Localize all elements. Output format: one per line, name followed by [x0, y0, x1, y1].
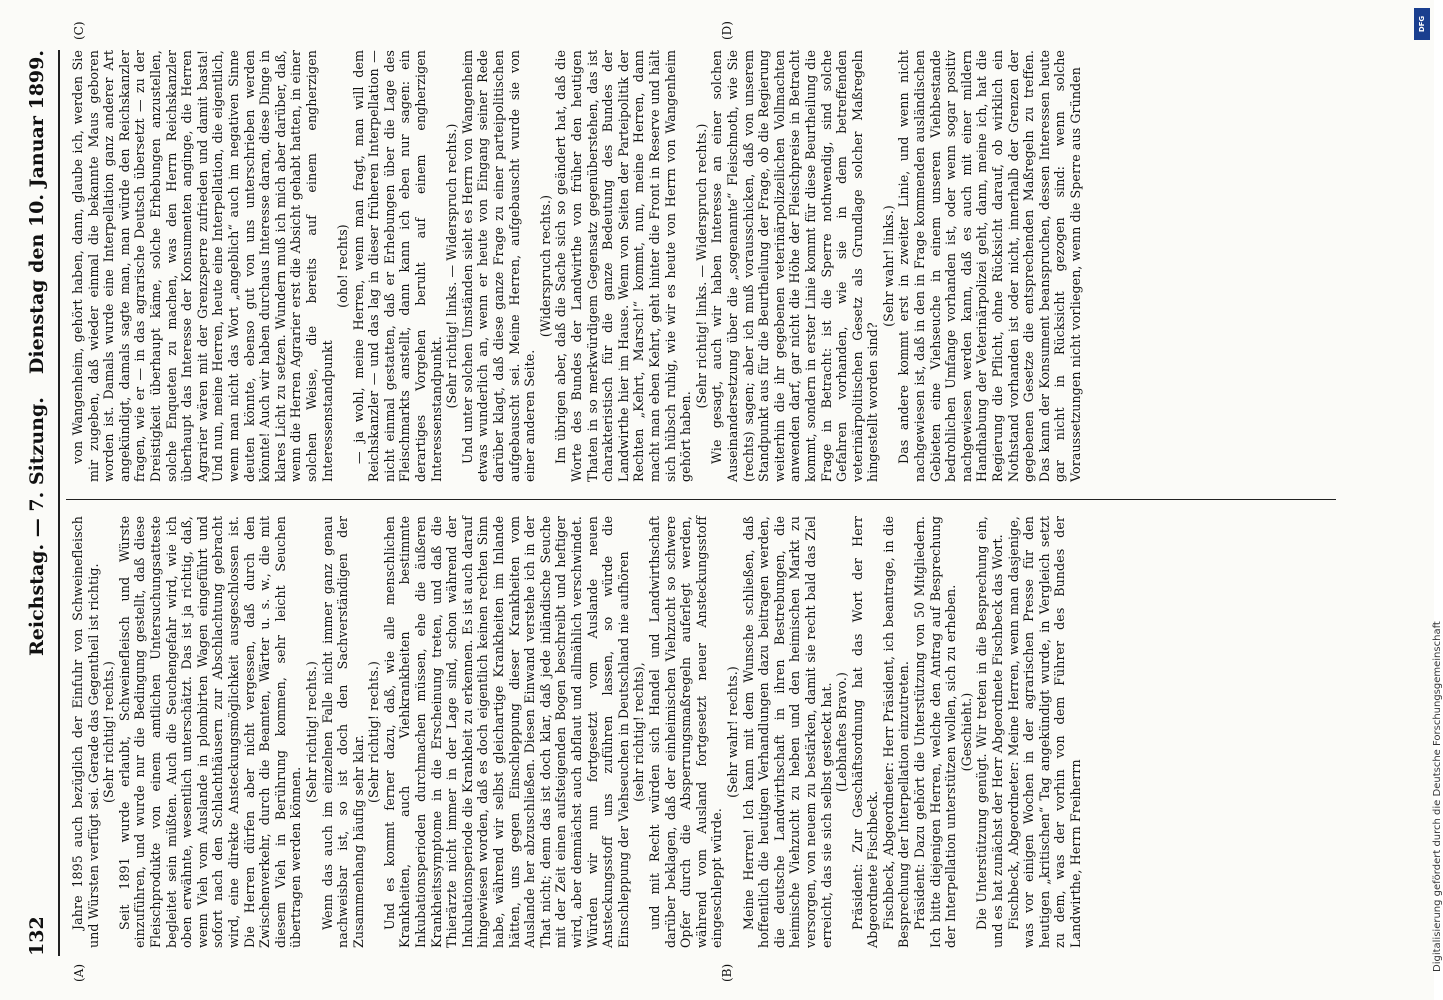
right-column	[70, 50, 1340, 482]
paragraph: Meine Herren! Ich kann mit dem Wunsche schließen, daß hoffentlich die heutigen Verhandlungen dazu beitragen werden, die deutsche Landwirthschaft in ihren Bestrebungen, die heimische Viehzucht zu heben und den heimischen Markt zu versorgen, von neuem zu bestärken, damit sie recht bald das Ziel erreicht, das sie sich selbst gesteckt hat.	[740, 516, 834, 948]
interjection: (Geschieht.)	[958, 692, 974, 772]
interjection: (Sehr richtig! links. — Widerspruch rechts.)	[444, 123, 460, 409]
session-date: Dienstag den 10. Januar 1899.	[26, 50, 48, 375]
margin-marker-a: (A)	[72, 963, 86, 982]
paragraph: Fischbeck, Abgeordneter: Herr Präsident, ich beantrage, in die Besprechung der Interpellation einzutreten.	[880, 516, 912, 948]
paragraph: Präsident: Zur Geschäftsordnung hat das Wort der Herr Abgeordnete Fischbeck.	[849, 516, 881, 948]
paragraph: Wie gesagt, auch wir haben Interesse an einer solchen Auseinandersetzung über die „sogenannte“ Fleischnoth, wie Sie (rechts) sagen; aber ich muß vorausschicken, daß von unserem Standpunkt aus für die Beurtheilung der Frage, ob die Regierung weiterhin die ihr gegebenen veterinärpolizeilichen Vollmachten anwenden darf, gar nicht die Höhe der Fleischpreise in Betracht kommt, sondern in erster Linie kommt für diese Beurtheilung die Frage in Betracht: ist die Sperre nothwendig, sind solche Gefahren vorhanden, wie sie in dem betreffenden veterinärpolitischen Gesetz als Grundlage solcher Maßregeln hingestellt worden sind?	[709, 50, 881, 482]
paragraph: Wenn das auch im einzelnen Falle nicht immer ganz genau nachweisbar ist, so ist doch den Sachverständigen der Zusammenhang häufig sehr klar.	[319, 516, 366, 948]
paragraph: — ja wohl, meine Herren, wenn man fragt, man will dem Reichskanzler — und das lag in dieser früheren Interpellation — nicht einmal gestatten, daß er Erhebungen über die Lage des Fleischmarkts anstellt, dann kann ich eben nur sagen: ein derartiges Vorgehen beruht auf einem engherzigen Interessenstandpunkt.	[350, 50, 444, 482]
running-head	[12, 50, 58, 956]
paragraph: von Wangenheim, gehört haben, dann, glaube ich, werden Sie mir zugeben, daß wieder einmal die bekannte Maus geboren worden ist. Damals wurde eine Interpellation ganz anderer Art angekündigt, damals sagte man, man würde den Reichskanzler fragen, wie er — in das agrarische Deutsch übersetzt — zu der Dreistigkeit überhaupt käme, solche Erhebungen anzustellen, solche Enqueten zu machen, was den Herrn Reichskanzler überhaupt das Interesse der Konsumenten anginge, die Herren Agrarier wären mit der Grenzsperre zufrieden und damit basta! Und nun, meine Herren, heute eine Interpellation, die eigentlich, wenn man nicht das Wort „angeblich“ auch im negativen Sinne deuten könnte, ebenso gut von uns unterschrieben werden könnte! Auch wir haben durchaus Interesse daran, diese Dinge in klares Licht zu setzen. Wundern muß ich mich aber darüber, daß, wenn die Herren Agrarier erst die Absicht gehabt hatten, in einer solchen Weise, die bereits auf einem engherzigen Interessenstandpunkt	[70, 50, 335, 482]
margin-marker-b: (B)	[720, 963, 734, 982]
interjection: (Sehr richtig! rechts.)	[101, 661, 117, 803]
paragraph: Und es kommt ferner dazu, daß, wie alle menschlichen Krankheiten, auch Viehkrankheiten bestimmte Inkubationsperioden durchmachen müssen, ehe die äußeren Krankheitssymptome in die Erscheinung treten, und daß die Thierärzte nicht immer in der Lage sind, schon während der Inkubationsperiode die Krankheit zu erkennen. Es ist auch darauf hingewiesen worden, daß es doch eigentlich keinen rechten Sinn habe, während wir selbst gleichartige Krankheiten im Inlande hätten, uns gegen Einschleppung dieser Krankheiten vom Auslande her abzuschließen. Diesen Einwand verstehe ich in der That nicht; denn das ist doch klar, daß jede inländische Seuche mit der Zeit einen aufsteigenden Bogen beschreibt und heftiger wird, aber demnächst auch abflaut und allmählich verschwindet. Würden wir nun fortgesetzt vom Auslande neuen Ansteckungsstoff uns zuführen lassen, so würde die Einschleppung der Viehseuchen in Deutschland nie aufhören	[381, 516, 631, 948]
dfg-logo: DFG	[1414, 8, 1430, 40]
column-separator	[66, 499, 1336, 500]
interjection: (Sehr richtig! rechts.)	[366, 661, 382, 803]
paragraph: Das andere kommt erst in zweiter Linie, und wenn nicht nachgewiesen ist, daß in den in Frage kommenden ausländischen Gebieten eine Viehseuche in einem unseren Viehbestande bedrohlichen Umfange vorhanden ist, oder wenn sogar positiv nachgewiesen werden kann, daß es auch mit einer mildern Handhabung der Veterinärpolizei geht, dann, meine ich, hat die Regierung die Pflicht, ohne Rücksicht darauf, ob wirklich ein Nothstand vorhanden ist oder nicht, innerhalb der Grenzen der gegebenen Gesetze die entsprechenden Maßregeln zu treffen. Das kann der Konsument beanspruchen, dessen Interessen heute gar nicht in Rücksicht gezogen sind: wenn solche Voraussetzungen nicht vorliegen, wenn die Sperre aus Gründen	[896, 50, 1083, 482]
session-title: Reichstag. — 7. Sitzung.	[26, 397, 48, 656]
margin-marker-c: (C)	[72, 21, 86, 40]
page-number: 132	[26, 916, 48, 956]
paragraph: Präsident: Dazu gehört die Unterstützung von 50 Mitgliedern. Ich bitte diejenigen Herren, welche den Antrag auf Besprechung der Interpellation unterstützen wollen, sich zu erheben.	[912, 516, 959, 948]
margin-marker-d: (D)	[720, 21, 734, 40]
paragraph: Im übrigen aber, daß die Sache sich so geändert hat, daß die Worte des Bundes der Landwirthe von früher den heutigen Thaten in so merkwürdigem Gegensatz gegenüberstehen, das ist charakteristisch für die ganze Bedeutung des Bundes der Landwirthe hier im Hause. Wenn von Seiten der Parteipolitik der Rechten „Kehrt, Marsch!“ kommt, nun, meine Herren, dann macht man eben Kehrt, geht hinter die Front in Reserve und hält sich hübsch ruhig, wie wir es heute von Herrn von Wangenheim gehört haben.	[553, 50, 694, 482]
interjection: (Widerspruch rechts.)	[537, 194, 553, 338]
paragraph: Die Unterstützung genügt. Wir treten in die Besprechung ein, und es hat zunächst der Herr Abgeordnete Fischbeck das Wort.	[974, 516, 1006, 948]
interjection: (Sehr richtig! rechts.)	[303, 661, 319, 803]
paragraph: Jahre 1895 auch bezüglich der Einfuhr von Schweinefleisch und Würsten verfügt sei. Gerade das Gegentheil ist richtig.	[70, 516, 101, 948]
digitization-credit	[1412, 12, 1443, 992]
left-column	[70, 516, 1340, 948]
interjection: (Lebhaftes Bravo.)	[834, 671, 850, 793]
paragraph: und mit Recht würden sich Handel und Landwirthschaft darüber beklagen, daß der einheimischen Viehzucht so schwere Opfer durch die Absperrungsmaßregeln auferlegt werden, während vom Ausland fortgesetzt neuer Ansteckungsstoff eingeschleppt würde.	[646, 516, 725, 948]
interjection: (sehr richtig! rechts),	[631, 662, 647, 802]
paragraph: Seit 1891 wurde erlaubt, Schweinefleisch und Würste einzuführen, und wurde nur die Bedingung gestellt, daß diese Fleischprodukte von einem amtlichen Untersuchungsatteste begleitet sein müßten. Auch die Seuchengefahr wird, wie ich oben erwähnte, wesentlich unterschätzt. Das ist ja richtig, daß, wenn Vieh vom Auslande in plombirten Wagen eingeführt und sofort nach den Schlachthäusern zur Abschlachtung gebracht wird, eine direkte Ansteckungsmöglichkeit ausgeschlossen ist. Die Herren dürfen aber nicht vergessen, daß durch den Zwischenverkehr, durch die Beamten, Wärter u. s. w., die mit diesem Vieh in Berührung kommen, sehr leicht Seuchen übertragen werden können.	[116, 516, 304, 948]
interjection: (Sehr wahr! links.)	[880, 205, 896, 327]
paragraph: Fischbeck, Abgeordneter: Meine Herren, wenn man dasjenige, was vor einigen Wochen in der agrarischen Presse für den heutigen „kritischen“ Tag angekündigt wurde, in Vergleich setzt zu dem, was der vorhin von dem Führer des Bundes der Landwirthe, Herrn Freiherrn	[1005, 516, 1083, 948]
interjection: (oho! rechts)	[335, 224, 351, 308]
credit-text: Digitalisierung gefördert durch die Deutsche Forschungsgemeinschaft	[1432, 621, 1443, 972]
interjection: (Sehr wahr! rechts.)	[724, 666, 740, 798]
paragraph: Und unter solchen Umständen sieht es Herrn von Wangenheim etwas wunderlich an, wenn er heute von Eingang seiner Rede darüber klagt, daß diese ganze Frage zu einer parteipolitischen aufgebauscht sei. Meine Herren, aufgebauscht wurde sie von einer anderen Seite.	[459, 50, 538, 482]
interjection: (Sehr richtig! links. — Widerspruch rechts.)	[693, 123, 709, 409]
header-rule	[58, 50, 60, 956]
